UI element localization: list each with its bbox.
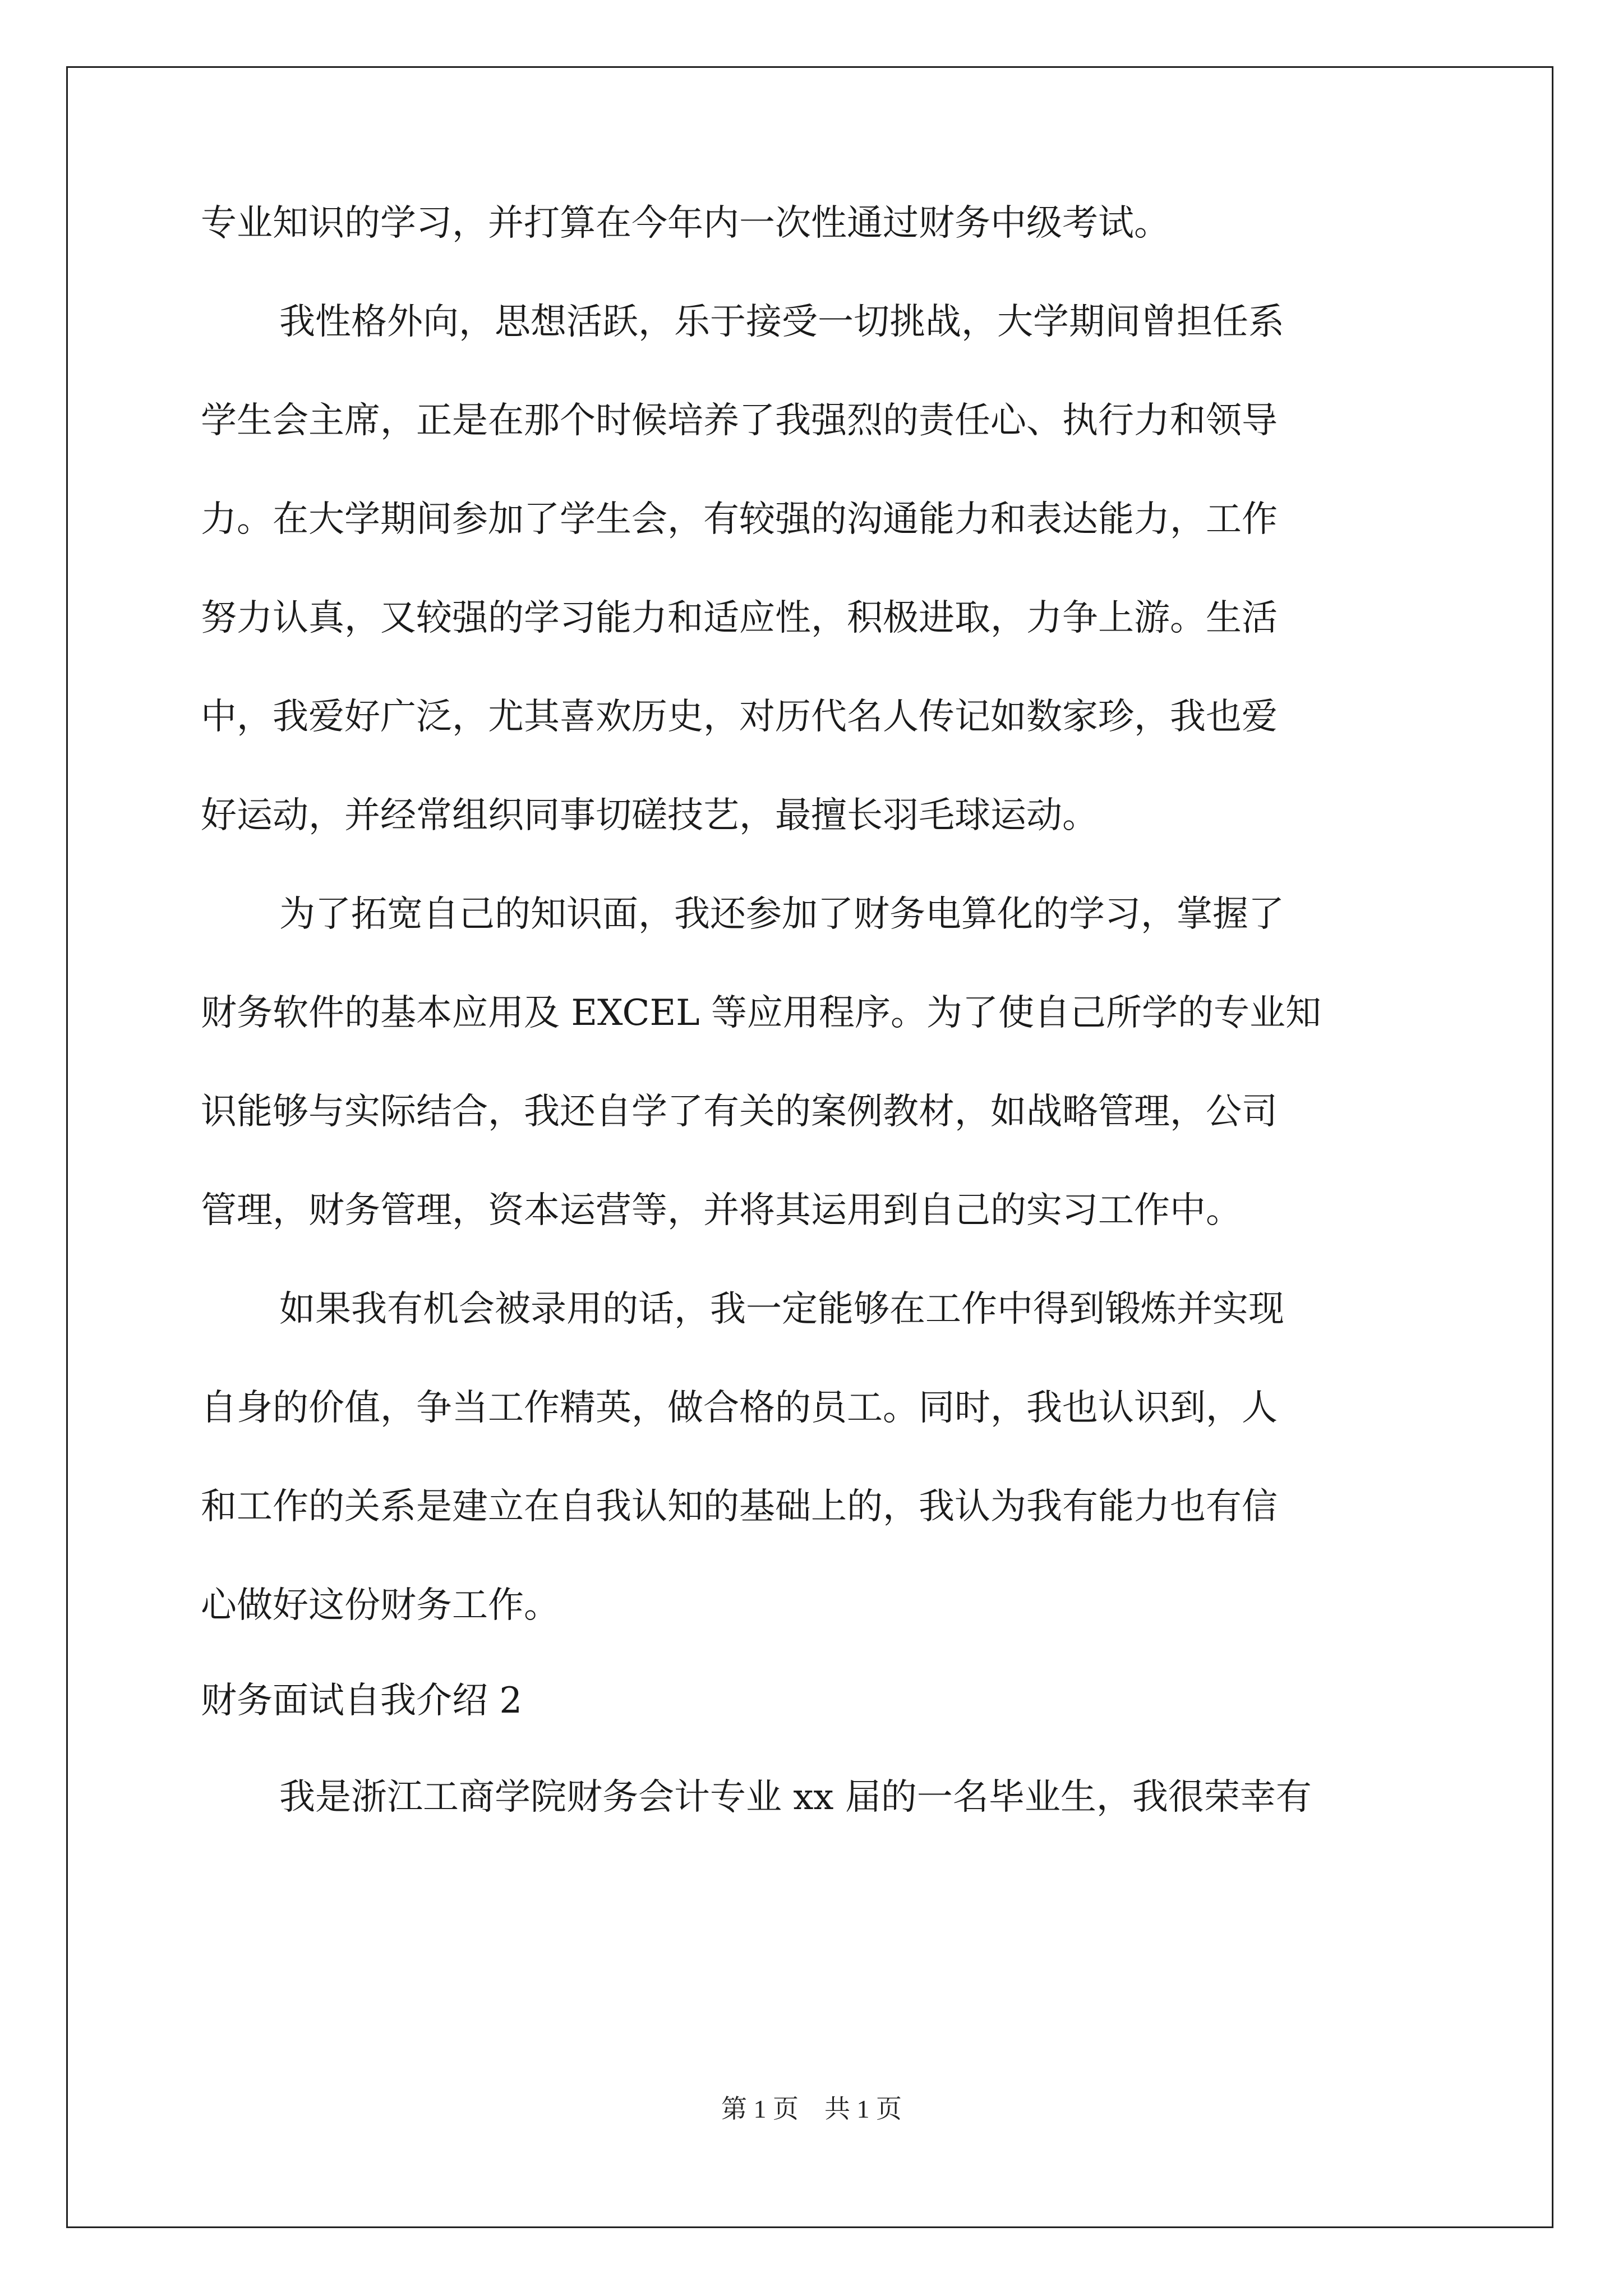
text-line-8: 为了拓宽自己的知识面，我还参加了财务电算化的学习，掌握了 [279,894,1284,935]
text-line-1: 专业知识的学习，并打算在今年内一次性通过财务中级考试。 [201,203,1170,244]
text-line-4: 力。在大学期间参加了学生会，有较强的沟通能力和表达能力，工作 [201,499,1278,540]
page-border [66,66,1553,2228]
text-line-12: 如果我有机会被录用的话，我一定能够在工作中得到锻炼并实现 [279,1289,1284,1330]
text-line-7: 好运动，并经常组织同事切磋技艺，最擅长羽毛球运动。 [201,795,1098,836]
text-line-2: 我性格外向，思想活跃，乐于接受一切挑战，大学期间曾担任系 [279,301,1284,343]
text-line-6: 中，我爱好广泛，尤其喜欢历史，对历代名人传记如数家珍，我也爱 [201,696,1278,738]
page-footer: 第 1 页 共 1 页 [721,2095,902,2123]
text-line-3: 学生会主席，正是在那个时候培养了我强烈的责任心、执行力和领导 [201,400,1278,441]
text-line-13: 自身的价值，争当工作精英，做合格的员工。同时，我也认识到，人 [201,1387,1278,1429]
text-line-9: 财务软件的基本应用及 EXCEL 等应用程序。为了使自己所学的专业知 [201,992,1322,1034]
text-line-5: 努力认真，又较强的学习能力和适应性，积极进取，力争上游。生活 [201,597,1278,639]
section-heading: 财务面试自我介绍 2 [201,1680,523,1722]
text-line-10: 识能够与实际结合，我还自学了有关的案例教材，如战略管理，公司 [201,1091,1278,1133]
text-line-11: 管理，财务管理，资本运营等，并将其运用到自己的实习工作中。 [201,1190,1242,1231]
text-line-15: 心做好这份财务工作。 [201,1585,560,1626]
text-line-14: 和工作的关系是建立在自我认知的基础上的，我认为我有能力也有信 [201,1486,1278,1527]
text-line-17: 我是浙江工商学院财务会计专业 xx 届的一名毕业生，我很荣幸有 [279,1777,1312,1818]
